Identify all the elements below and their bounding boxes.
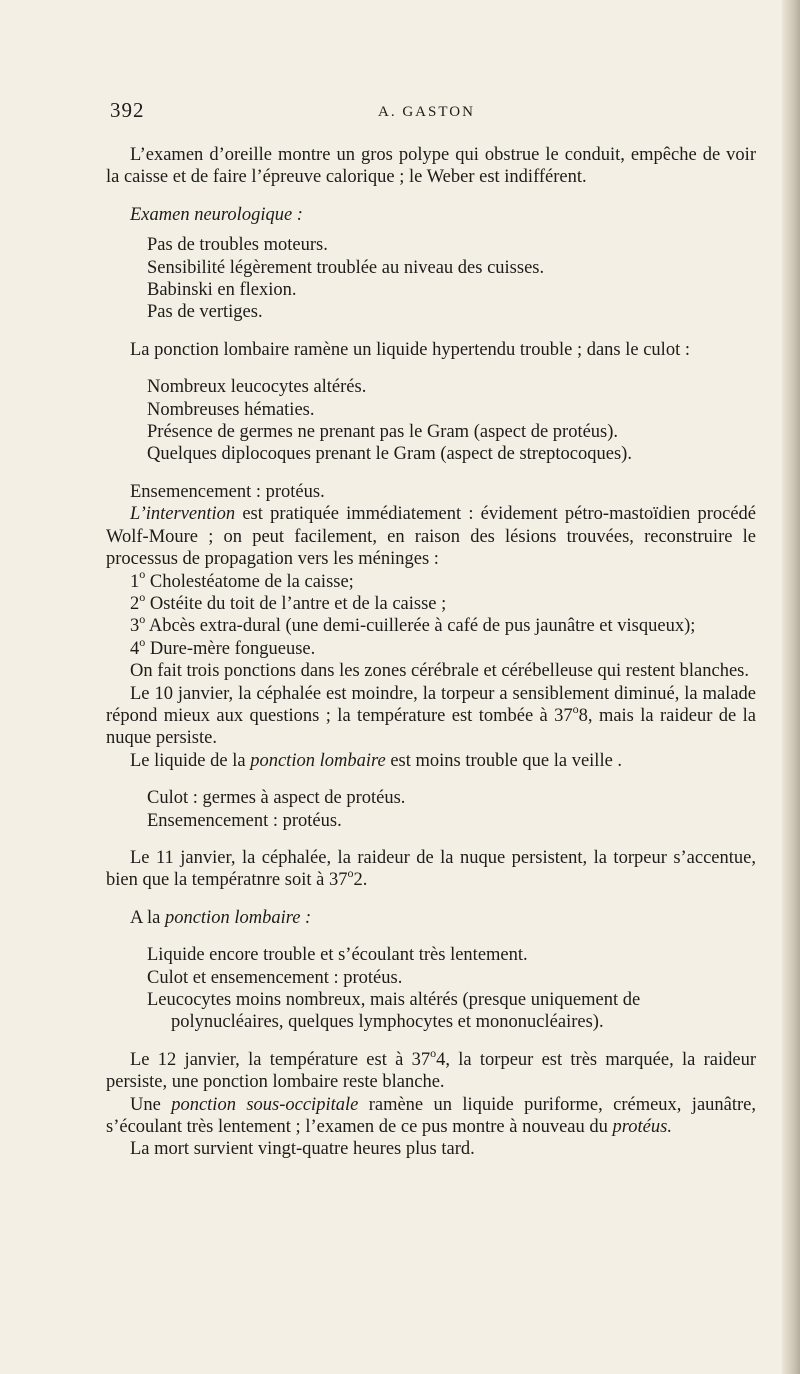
- paragraph-jan12: [106, 1045, 756, 1094]
- lesion-text: Cholestéatome de la caisse;: [145, 571, 354, 592]
- paragraph-intervention: [106, 503, 756, 570]
- jan10-text-end: 8, mais la raideur de la nuque persiste.: [106, 705, 756, 749]
- jan12-sup: o: [430, 1045, 437, 1060]
- lesion-item: [106, 567, 756, 593]
- intervention-italic: L’intervention: [130, 504, 236, 525]
- neuro-item: Pas de vertiges.: [147, 302, 263, 323]
- jan12-text: Le 12 janvier, la température est à 37: [130, 1049, 431, 1070]
- a-la-text: A la: [130, 907, 165, 928]
- paragraph-a-la-ponction: [106, 907, 756, 929]
- liquide-text: Le liquide de la: [130, 750, 251, 771]
- une-italic: ponction sous-occipitale: [171, 1094, 359, 1115]
- lesion-item: [106, 634, 756, 660]
- jan11-text-end: 2.: [353, 870, 368, 891]
- pl3-item: Leucocytes moins nombreux, mais altérés (presque uniquement de polynucléaires, quelques lymphocytes et mononucléaires).: [147, 990, 641, 1033]
- lesion-number: 2: [130, 593, 140, 614]
- jan11-text: Le 11 janvier, la céphalée, la raideur de la nuque persistent, la torpeur s’accentue, bien que la températnre soit à 37: [106, 847, 756, 891]
- paragraph-jan10: [106, 683, 756, 750]
- culot-item: Présence de germes ne prenant pas le Gram (aspect de protéus).: [147, 422, 619, 443]
- neuro-item: Sensibilité légèrement troublée au niveau des cuisses.: [147, 257, 545, 278]
- running-head: A. GASTON: [378, 104, 475, 120]
- paragraph-ponction-intro: La ponction lombaire ramène un liquide hypertendu trouble ; dans le culot :: [130, 339, 690, 360]
- lesion-number: 3: [130, 616, 140, 637]
- paragraph-sous-occipitale: [106, 1094, 756, 1139]
- une-text: Une: [130, 1094, 172, 1115]
- page-header: [106, 98, 756, 128]
- lesion-number: 4: [130, 638, 140, 659]
- une-italic-end: protéus.: [612, 1117, 672, 1138]
- pl3-item: Liquide encore trouble et s’écoulant très lentement.: [147, 945, 528, 966]
- page-body: [106, 98, 756, 1161]
- lesion-sup: o: [139, 612, 146, 627]
- paragraph-jan11: [106, 847, 756, 892]
- paragraph-ear-exam: L’examen d’oreille montre un gros polype qui obstrue le conduit, empêche de voir la caisse et de faire l’épreuve calorique ; le Weber est indifférent.: [106, 145, 756, 188]
- paragraph-mort: La mort survient vingt-quatre heures plus tard.: [130, 1139, 475, 1160]
- culot-item: Nombreuses hématies.: [147, 399, 315, 420]
- lesion-text: Abcès extra-dural (une demi-cuillerée à café de pus jaunâtre et visqueux);: [145, 616, 696, 637]
- jan10-sup: o: [572, 701, 579, 716]
- jan11-sup: o: [347, 866, 354, 881]
- culot2-item: Ensemencement : protéus.: [147, 810, 342, 831]
- culot2-item: Culot : germes à aspect de protéus.: [147, 788, 406, 809]
- liquide-italic: ponction lombaire: [250, 750, 386, 771]
- lesion-sup: o: [139, 634, 146, 649]
- liquide-text-end: est moins trouble que la veille .: [385, 750, 623, 771]
- lesion-sup: o: [139, 589, 146, 604]
- culot-item: Nombreux leucocytes altérés.: [147, 377, 367, 398]
- une-text-mid: ramène un liquide puriforme, crémeux, jaunâtre, s’écoulant très lentement ; l’examen de ce pus montre à nouveau du: [106, 1094, 756, 1138]
- pl3-item: Culot et ensemencement : protéus.: [147, 967, 403, 988]
- intervention-text: est pratiquée immédiatement : évidement pétro-mastoïdien procédé Wolf-Moure ; on peut facilement, en raison des lésions trouvées, reconstruire le processus de propagation vers les méninges :: [106, 504, 756, 570]
- heading-neuro-exam: Examen neurologique :: [130, 204, 303, 225]
- a-la-italic: ponction lombaire :: [164, 907, 312, 928]
- lesion-sup: o: [139, 567, 146, 582]
- paragraph-ensemencement: Ensemencement : protéus.: [130, 481, 325, 502]
- paragraph-liquide: [106, 750, 756, 772]
- paragraph-ponctions: On fait trois ponctions dans les zones cérébrale et cérébelleuse qui restent blanches.: [130, 661, 750, 682]
- lesion-item: [106, 589, 756, 615]
- jan10-text: Le 10 janvier, la céphalée est moindre, la torpeur a sensiblement diminué, la malade répond mieux aux questions ; la température est tombée à 37: [106, 683, 756, 726]
- page-edge-shadow: [782, 0, 800, 1374]
- neuro-item: Babinski en flexion.: [147, 280, 297, 301]
- jan12-text-end: 4, la torpeur est très marquée, la raideur persiste, une ponction lombaire reste blanche.: [106, 1049, 756, 1093]
- lesion-number: 1: [130, 571, 140, 592]
- lesion-text: Ostéite du toit de l’antre et de la caisse ;: [145, 593, 447, 614]
- culot-item: Quelques diplocoques prenant le Gram (aspect de streptocoques).: [147, 444, 632, 465]
- lesion-text: Dure-mère fongueuse.: [145, 638, 316, 659]
- page-number: 392: [110, 98, 145, 122]
- lesion-item: [106, 612, 756, 637]
- neuro-item: Pas de troubles moteurs.: [147, 235, 328, 256]
